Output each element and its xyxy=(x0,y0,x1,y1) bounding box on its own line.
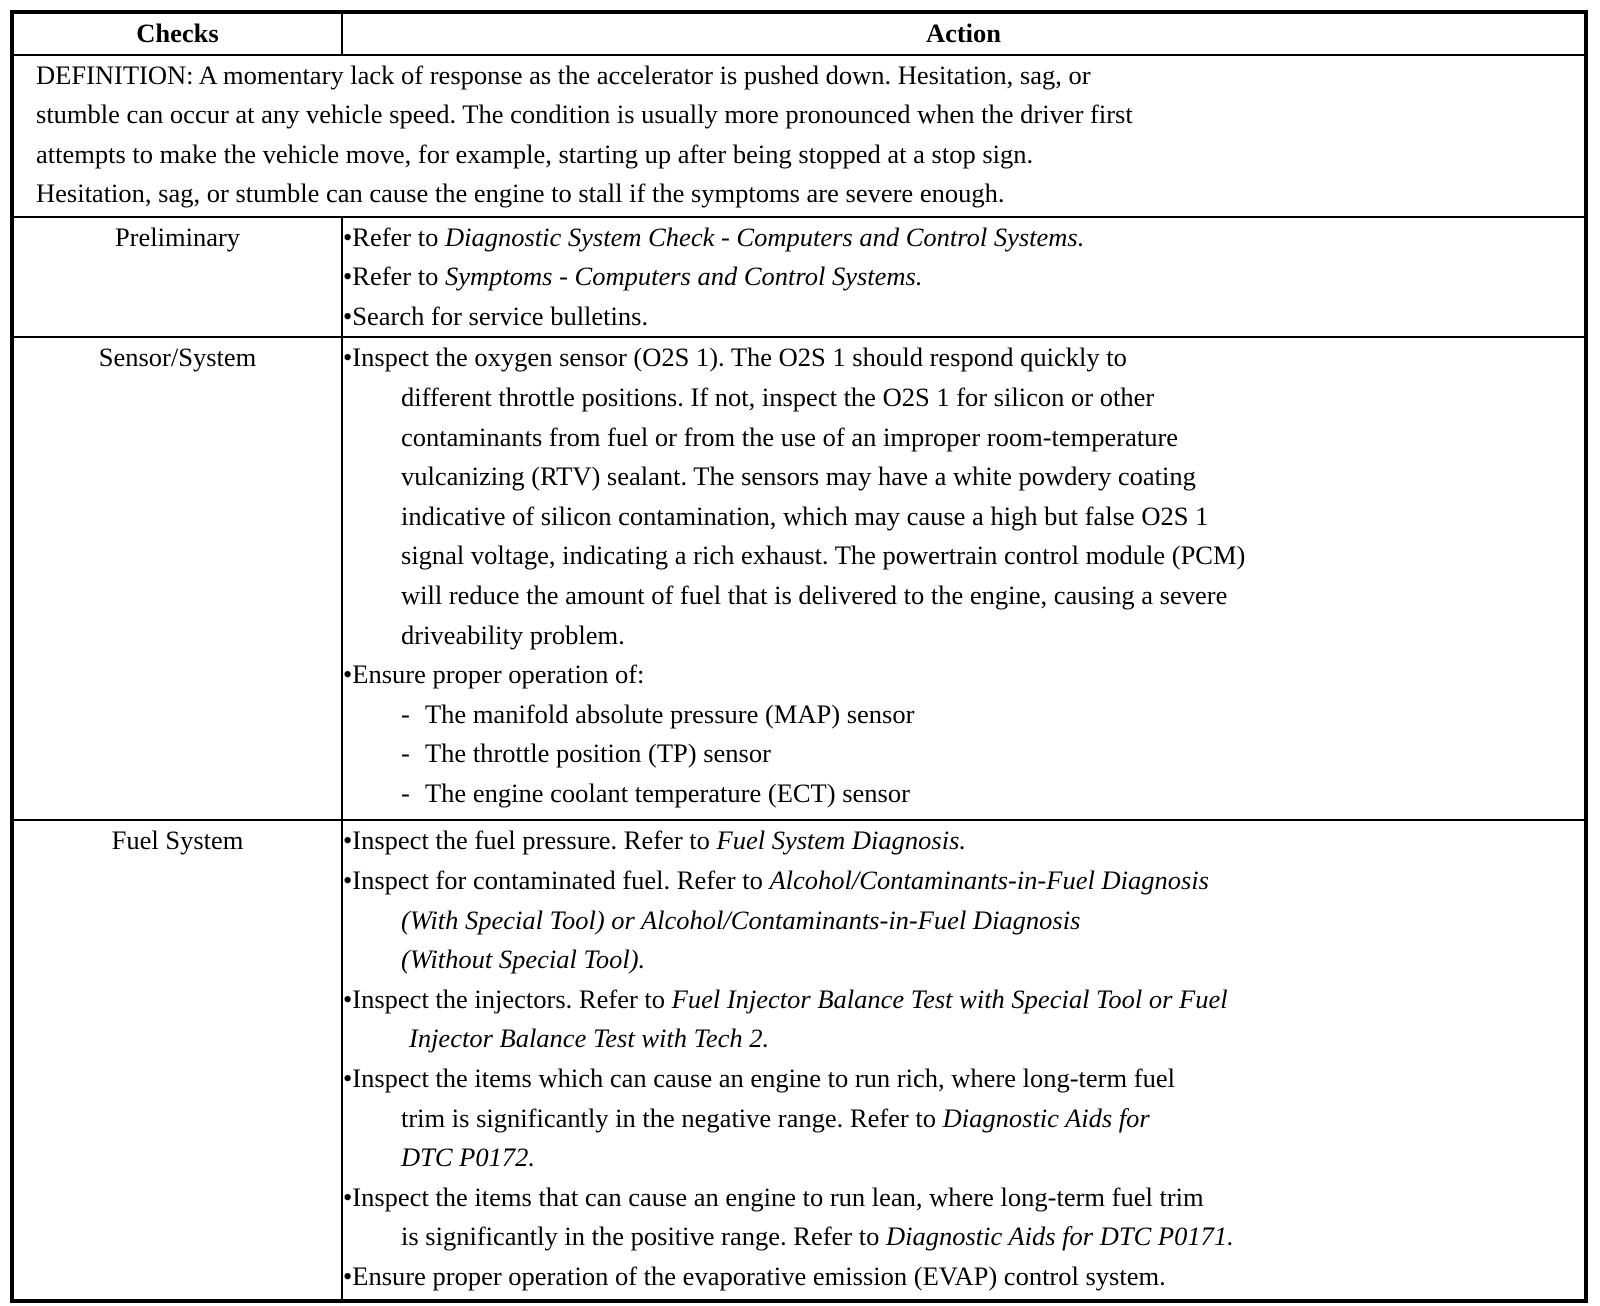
diagnostic-table xyxy=(10,10,1588,1303)
continuation-line xyxy=(343,576,1584,616)
check-cell: Preliminary xyxy=(12,217,342,338)
action-text: driveability problem. xyxy=(401,619,625,650)
bullet-icon: • xyxy=(343,1181,353,1212)
action-text: will reduce the amount of fuel that is delivered to the engine, causing a severe xyxy=(401,579,1228,610)
reference-text: (With Special Tool) or Alcohol/Contaminants-in-Fuel Diagnosis xyxy=(401,904,1081,935)
action-text: signal voltage, indicating a rich exhaust. The powertrain control module (PCM) xyxy=(401,540,1246,571)
continuation-line xyxy=(343,457,1584,497)
action-cell xyxy=(342,820,1586,1301)
definition-line: Hesitation, sag, or stumble can cause the engine to stall if the symptoms are severe enough. xyxy=(36,178,1005,209)
action-text: contaminants from fuel or from the use of an improper room-temperature xyxy=(401,421,1179,452)
bullet-item xyxy=(343,218,1584,258)
bullet-icon: • xyxy=(343,342,353,373)
definition-line: attempts to make the vehicle move, for example, starting up after being stopped at a stop sign. xyxy=(36,138,1034,169)
bullet-icon: • xyxy=(343,864,353,895)
bullet-item xyxy=(343,821,1584,861)
reference-text: Fuel System Diagnosis. xyxy=(716,825,967,856)
action-text: Search for service bulletins. xyxy=(352,300,649,331)
continuation-line xyxy=(343,616,1584,656)
continuation-line xyxy=(343,536,1584,576)
reference-text: Injector Balance Test with Tech 2. xyxy=(409,1023,770,1054)
action-text: Refer to xyxy=(352,261,445,292)
bullet-item xyxy=(343,1257,1584,1297)
check-cell: Sensor/System xyxy=(12,337,342,820)
bullet-icon: • xyxy=(343,1062,353,1093)
continuation-line xyxy=(343,1099,1584,1139)
action-text: Refer to xyxy=(352,221,445,252)
bullet-item xyxy=(343,297,1584,337)
action-text: Inspect the items which can cause an engine to run rich, where long-term fuel xyxy=(352,1062,1175,1093)
action-text: indicative of silicon contamination, which may cause a high but false O2S 1 xyxy=(401,500,1209,531)
reference-text: Symptoms - Computers and Control Systems. xyxy=(445,261,923,292)
definition-line: DEFINITION: A momentary lack of response as the accelerator is pushed down. Hesitation, sag, or xyxy=(36,59,1091,90)
action-cell xyxy=(342,337,1586,820)
action-text: Inspect for contaminated fuel. Refer to xyxy=(352,864,770,895)
bullet-icon: • xyxy=(343,983,353,1014)
definition-row xyxy=(12,55,1586,217)
bullet-item xyxy=(343,861,1584,901)
sub-item xyxy=(343,695,1584,735)
action-text: Inspect the fuel pressure. Refer to xyxy=(352,825,717,856)
sub-item xyxy=(343,774,1584,814)
continuation-line xyxy=(343,497,1584,537)
bullet-item xyxy=(343,1059,1584,1099)
continuation-line xyxy=(343,1138,1584,1178)
continuation-line xyxy=(343,1019,1584,1059)
reference-text: Diagnostic Aids for DTC P0171. xyxy=(885,1221,1234,1252)
bullet-icon: • xyxy=(343,825,353,856)
bullet-item xyxy=(343,1178,1584,1218)
bullet-icon: • xyxy=(343,221,353,252)
action-text: The throttle position (TP) sensor xyxy=(425,738,771,769)
bullet-item xyxy=(343,338,1584,378)
continuation-line xyxy=(343,378,1584,418)
action-text: Inspect the items that can cause an engine to run lean, where long-term fuel trim xyxy=(352,1181,1204,1212)
action-text: Inspect the injectors. Refer to xyxy=(352,983,672,1014)
reference-text: Diagnostic System Check - Computers and Control Systems. xyxy=(445,221,1085,252)
action-text: The manifold absolute pressure (MAP) sensor xyxy=(425,698,915,729)
action-header: Action xyxy=(342,12,1586,55)
action-text: vulcanizing (RTV) sealant. The sensors may have a white powdery coating xyxy=(401,461,1196,492)
dash-icon: - xyxy=(401,738,410,769)
table-row xyxy=(12,820,1586,1301)
reference-text: Alcohol/Contaminants-in-Fuel Diagnosis xyxy=(769,864,1209,895)
action-text: is significantly in the positive range. Refer to xyxy=(401,1221,886,1252)
continuation-line xyxy=(343,1217,1584,1257)
reference-text: (Without Special Tool). xyxy=(401,944,646,975)
bullet-icon: • xyxy=(343,659,353,690)
table-row xyxy=(12,337,1586,820)
action-cell xyxy=(342,217,1586,338)
action-text: different throttle positions. If not, inspect the O2S 1 for silicon or other xyxy=(401,381,1155,412)
reference-text: DTC P0172. xyxy=(401,1142,535,1173)
bullet-item xyxy=(343,655,1584,695)
action-text: Inspect the oxygen sensor (O2S 1). The O2S 1 should respond quickly to xyxy=(352,342,1127,373)
bullet-icon: • xyxy=(343,261,353,292)
checks-header: Checks xyxy=(12,12,342,55)
bullet-item xyxy=(343,257,1584,297)
bullet-icon: • xyxy=(343,1260,353,1291)
continuation-line xyxy=(343,418,1584,458)
dash-icon: - xyxy=(401,777,410,808)
reference-text: Diagnostic Aids for xyxy=(942,1102,1150,1133)
action-text: Ensure proper operation of: xyxy=(352,659,645,690)
action-text: The engine coolant temperature (ECT) sensor xyxy=(425,777,910,808)
bullet-icon: • xyxy=(343,300,353,331)
action-text: Ensure proper operation of the evaporative emission (EVAP) control system. xyxy=(352,1260,1166,1291)
continuation-line xyxy=(343,901,1584,941)
definition-cell xyxy=(12,55,1586,217)
header-row xyxy=(12,12,1586,55)
reference-text: Fuel Injector Balance Test with Special Tool or Fuel xyxy=(671,983,1228,1014)
table-row xyxy=(12,217,1586,338)
check-cell: Fuel System xyxy=(12,820,342,1301)
dash-icon: - xyxy=(401,698,410,729)
continuation-line xyxy=(343,940,1584,980)
sub-item xyxy=(343,734,1584,774)
bullet-item xyxy=(343,980,1584,1020)
definition-line: stumble can occur at any vehicle speed. The condition is usually more pronounced when the driver first xyxy=(36,99,1133,130)
action-text: trim is significantly in the negative range. Refer to xyxy=(401,1102,943,1133)
